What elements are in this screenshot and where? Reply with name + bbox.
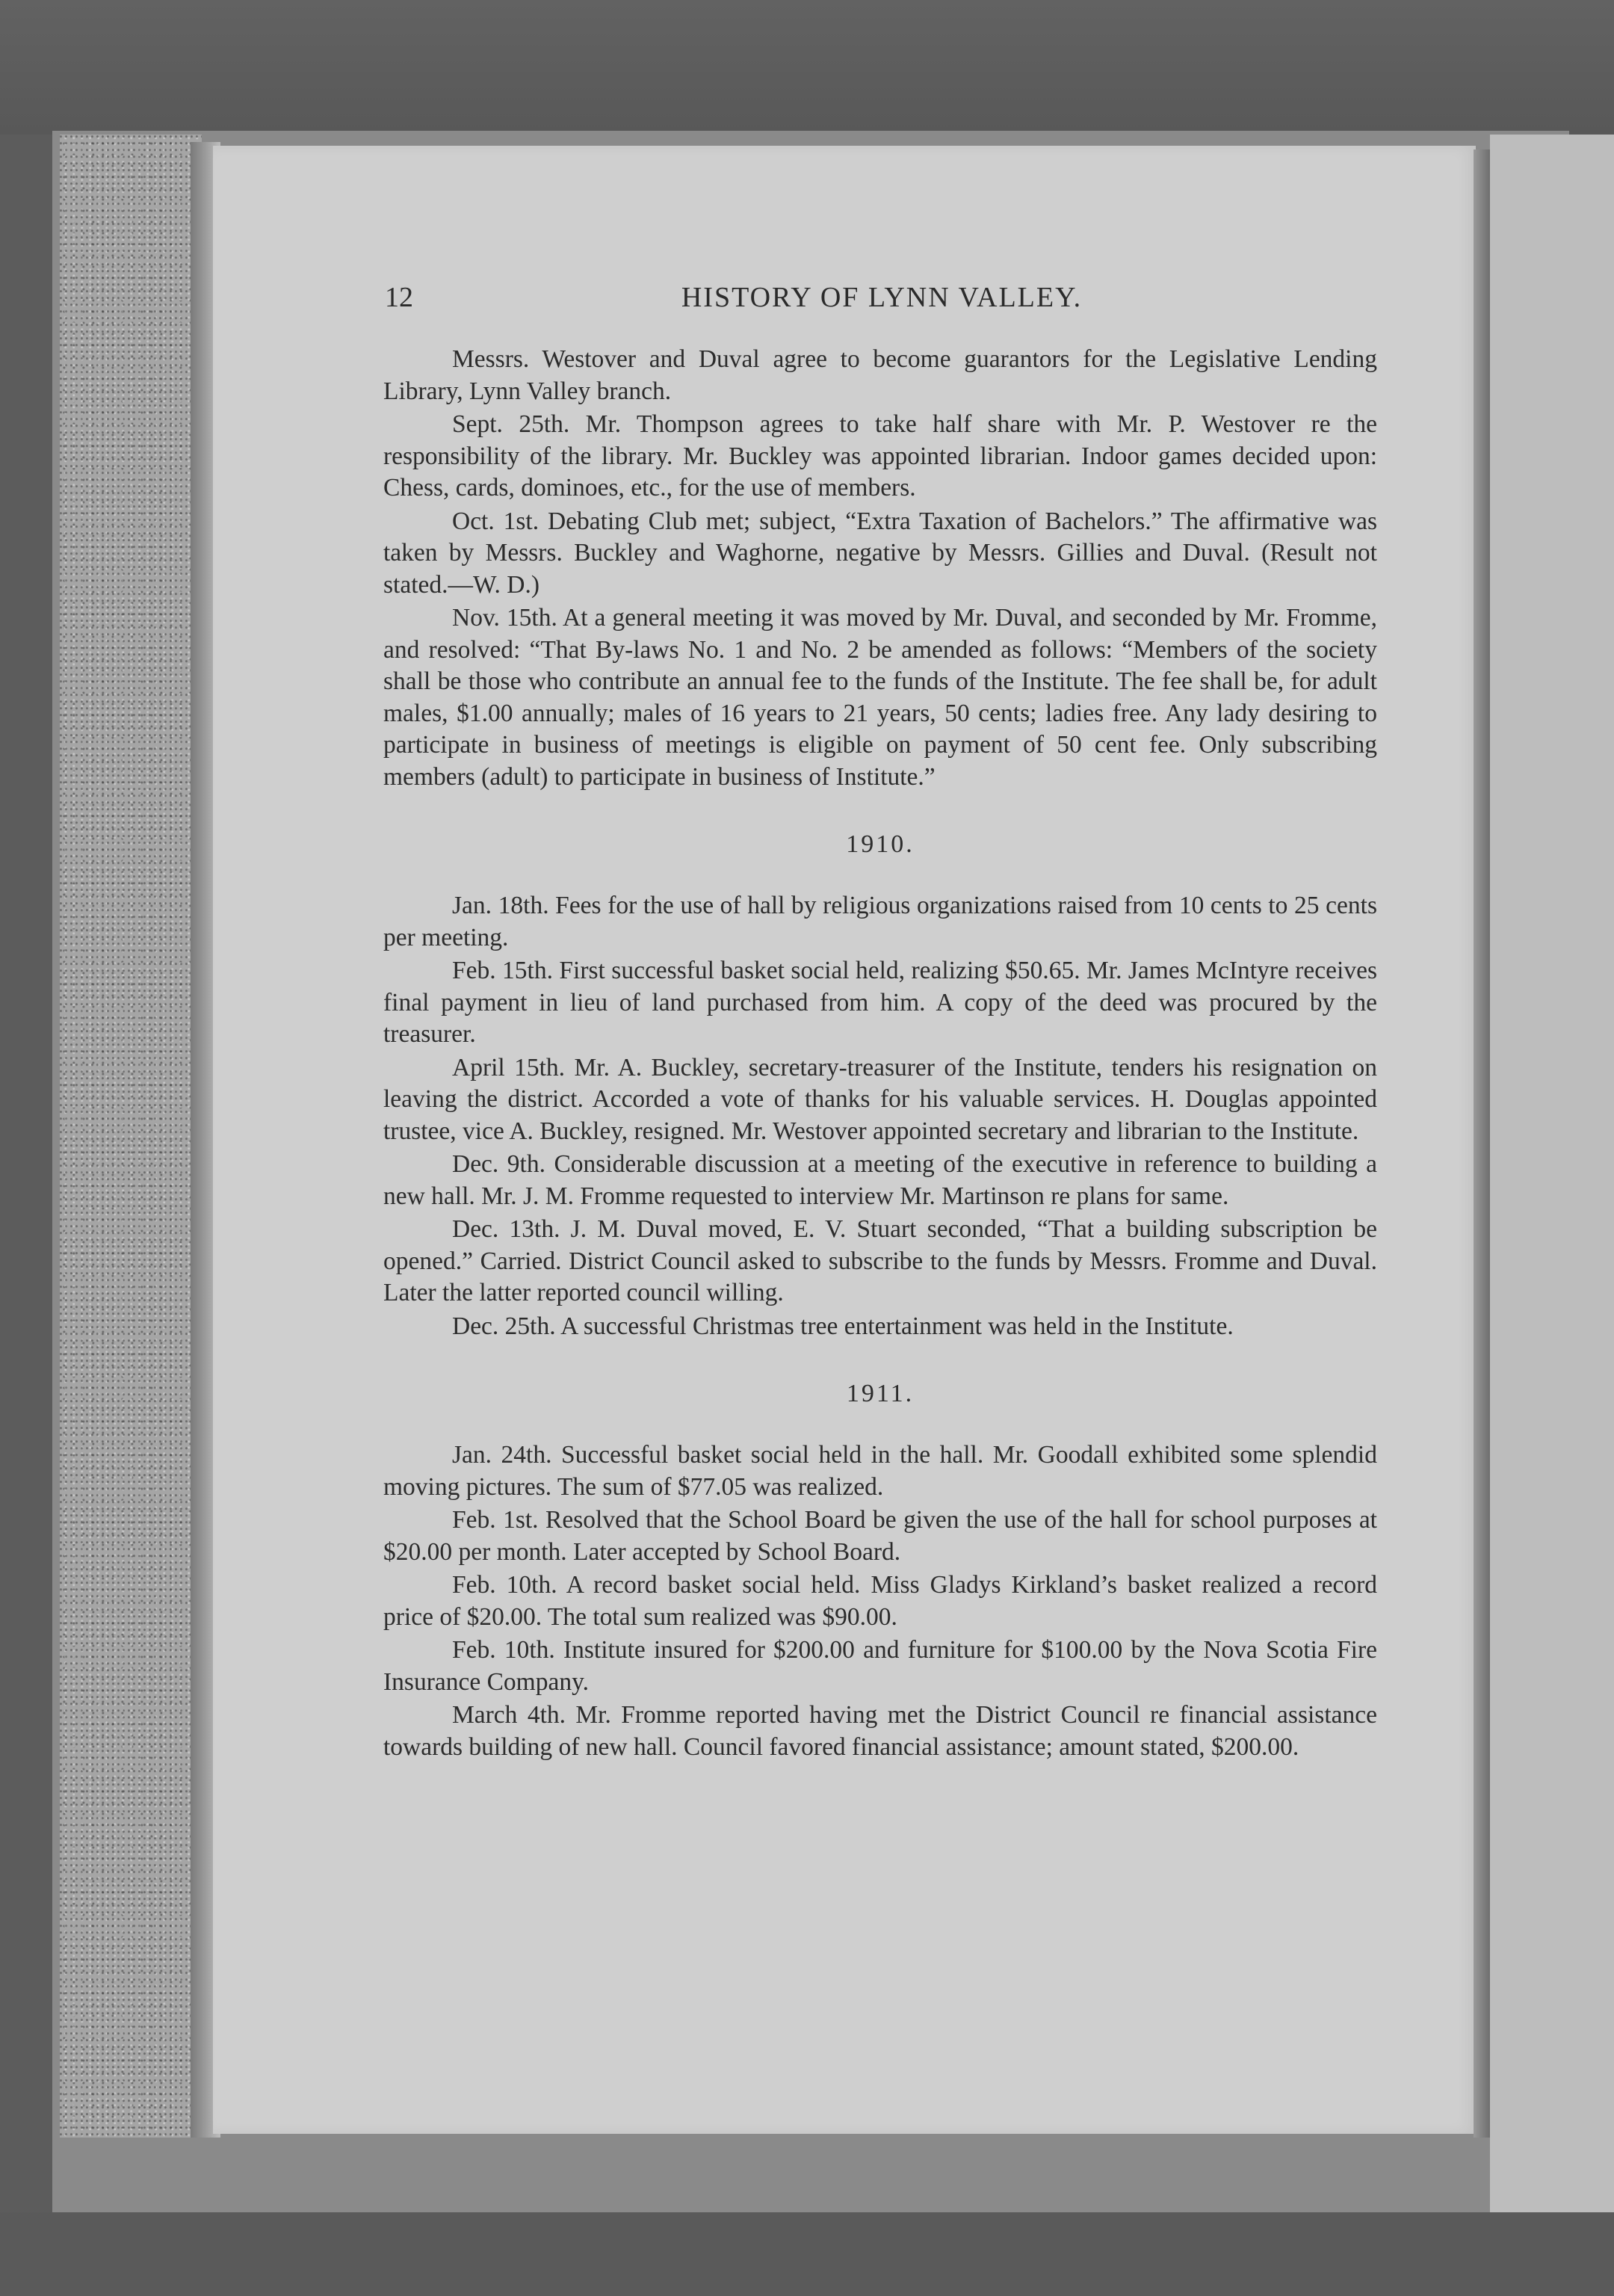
paragraph: Messrs. Westover and Duval agree to become guarantors for the Legislative Lending Library, Lynn Valley branch. bbox=[383, 345, 1377, 405]
paragraph: Dec. 9th. Considerable discussion at a meeting of the executive in reference to building a new hall. Mr. J. M. Fromme requested to interview Mr. Martinson re plans for same. bbox=[383, 1150, 1377, 1210]
paragraph: Nov. 15th. At a general meeting it was moved by Mr. Duval, and seconded by Mr. Fromme, and resolved: “That By-laws No. 1 and No. 2 be amended as follows: “Members of the society shall be those who contribute an annual fee to the funds of the Institute. The fee shall be, for adult males, $1.00 annually; males of 16 years to 21 years, 50 cents; ladies free. Any lady desiring to participate in business of meetings is eligible on payment of 50 cent fee. Only subscribing members (adult) to participate in business of Institute.” bbox=[383, 604, 1377, 791]
year-heading: 1911. bbox=[846, 1380, 915, 1407]
paragraph: Feb. 15th. First successful basket social held, realizing $50.65. Mr. James McIntyre receives final payment in lieu of land purchased from him. A copy of the deed was procured by the treasurer. bbox=[383, 957, 1377, 1048]
paragraph: Feb. 1st. Resolved that the School Board be given the use of the hall for school purposes at $20.00 per month. Later accepted by School Board. bbox=[383, 1506, 1377, 1566]
page-title: HISTORY OF LYNN VALLEY. bbox=[681, 282, 1083, 313]
page-body bbox=[383, 344, 1377, 1763]
speckled-binding-edge bbox=[60, 135, 202, 2138]
paragraph: Dec. 13th. J. M. Duval moved, E. V. Stuart seconded, “That a building subscription be opened.” Carried. District Council asked to subscribe to the funds by Messrs. Fromme and Duval. Later the latter reported council willing. bbox=[383, 1215, 1377, 1306]
paragraph: Jan. 24th. Successful basket social held in the hall. Mr. Goodall exhibited some splendid moving pictures. The sum of $77.05 was realized. bbox=[383, 1441, 1377, 1501]
page-edge-shadow bbox=[1474, 149, 1490, 2138]
page-number: 12 bbox=[385, 282, 413, 313]
paragraph: April 15th. Mr. A. Buckley, secretary-treasurer of the Institute, tenders his resignation on leaving the district. Accorded a vote of thanks for his valuable services. H. Douglas appointed trustee, vice A. Buckley, resigned. Mr. Westover appointed secretary and librarian to the Institute. bbox=[383, 1053, 1377, 1145]
running-head bbox=[385, 275, 1379, 320]
paragraph: Dec. 25th. A successful Christmas tree entertainment was held in the Institute. bbox=[452, 1312, 1234, 1340]
scan-background-top bbox=[0, 0, 1614, 135]
facing-page-edge bbox=[1490, 135, 1614, 2227]
paragraph: Feb. 10th. A record basket social held. Miss Gladys Kirkland’s basket realized a record price of $20.00. The total sum realized was $90.00. bbox=[383, 1571, 1377, 1631]
paragraph: Feb. 10th. Institute insured for $200.00 and furniture for $100.00 by the Nova Scotia Fire Insurance Company. bbox=[383, 1636, 1377, 1696]
paragraph: Oct. 1st. Debating Club met; subject, “Extra Taxation of Bachelors.” The affirmative was taken by Messrs. Buckley and Waghorne, negative by Messrs. Gillies and Duval. (Result not stated.—W. D.) bbox=[383, 507, 1377, 599]
paragraph: Sept. 25th. Mr. Thompson agrees to take half share with Mr. P. Westover re the responsibility of the library. Mr. Buckley was appointed librarian. Indoor games decided upon: Chess, cards, dominoes, etc., for the use of members. bbox=[383, 410, 1377, 502]
scan-background-bottom bbox=[0, 2212, 1614, 2296]
year-heading: 1910. bbox=[846, 830, 915, 858]
paragraph: Jan. 18th. Fees for the use of hall by religious organizations raised from 10 cents to 25 cents per meeting. bbox=[383, 892, 1377, 951]
paragraph: March 4th. Mr. Fromme reported having met the District Council re financial assistance towards building of new hall. Council favored financial assistance; amount stated, $200.00. bbox=[383, 1701, 1377, 1761]
